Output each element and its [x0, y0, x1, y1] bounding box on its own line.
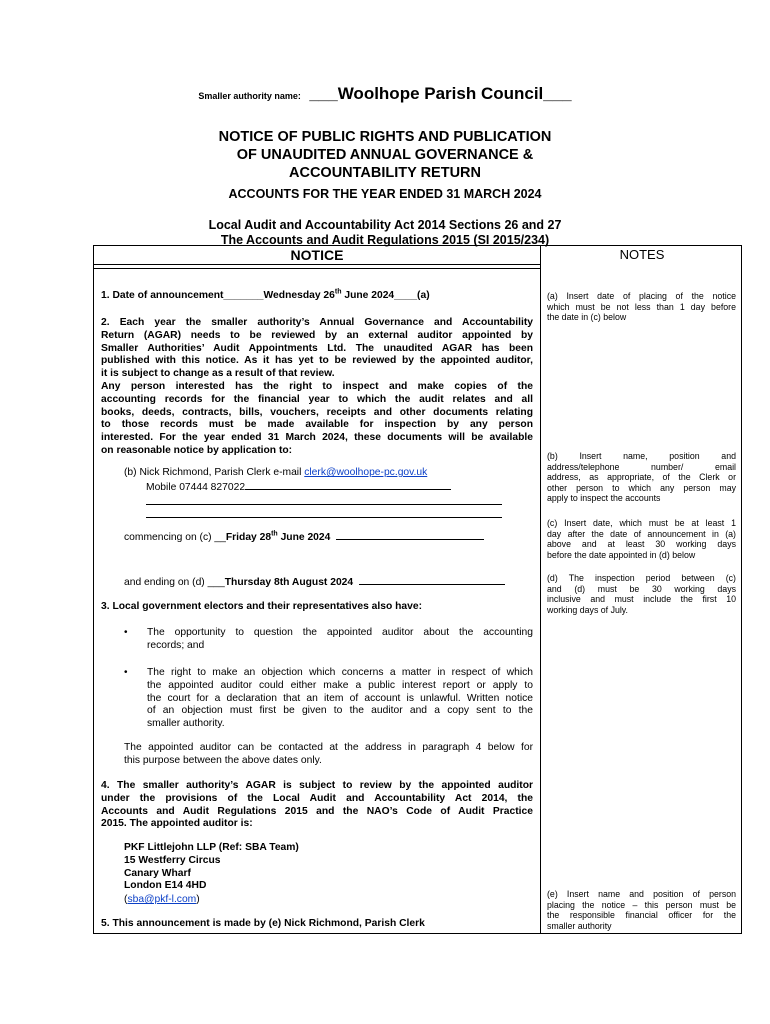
- commencing-sup: th: [271, 530, 278, 538]
- bullet-2: •: [124, 667, 128, 678]
- note-a-line: (a) Insert date of placing of the notice: [547, 291, 736, 301]
- item-2-line: to those records must be made available for inspection by any person: [101, 419, 533, 431]
- title-line-3: ACCOUNTABILITY RETURN: [289, 165, 481, 181]
- note-e: [547, 889, 736, 931]
- item-4-line: under the provisions of the Local Audit and Accountability Act 2014, the: [101, 792, 533, 804]
- note-e-line: smaller authority: [547, 920, 612, 931]
- commencing-date-b: June 2024: [277, 532, 331, 543]
- note-d-line: working days of July.: [547, 604, 628, 615]
- contact-email-link[interactable]: clerk@woolhope-pc.gov.uk: [304, 467, 428, 478]
- auditor-address-line: 15 Westferry Circus: [124, 854, 221, 866]
- column-divider: [540, 246, 541, 933]
- note-c: [547, 518, 736, 560]
- item-2-line: on reasonable notice by application to:: [101, 444, 293, 456]
- ending-blank-line: [359, 575, 505, 585]
- note-c-line: (c) Insert date, which must be at least 1: [547, 518, 736, 528]
- authority-name: ___Woolhope Parish Council___: [309, 84, 572, 103]
- contact-mobile: Mobile 07444 827022: [146, 482, 246, 493]
- auditor-contact-line: this purpose between the above dates only.: [124, 754, 322, 766]
- bullet-1-line: records; and: [147, 639, 205, 651]
- contact-line: [124, 467, 544, 480]
- blank-line: [146, 504, 502, 505]
- note-b-line: other person to which any person may: [547, 482, 736, 493]
- note-d-line: (d) The inspection period between (c): [547, 573, 736, 583]
- auditor-contact-paragraph: [124, 742, 533, 768]
- bullet-2-line: of an objection must first be given to the auditor and a copy sent to the: [147, 705, 533, 717]
- commencing-date-a: Friday 28: [225, 532, 272, 543]
- note-a-line: the date in (c) below: [547, 312, 627, 323]
- note-b-line: (b) Insert name, position and: [547, 451, 736, 461]
- note-e-line: placing the notice – this person must be: [547, 899, 736, 910]
- auditor-email-link[interactable]: sba@pkf-l.com: [127, 894, 197, 905]
- notes-heading: NOTES: [619, 247, 665, 262]
- item-4-line: Accounts and Audit Regulations 2015 and the NAO’s Code of Audit Practice: [101, 805, 533, 817]
- bullet-2-text: [147, 667, 533, 731]
- accounts-year: ACCOUNTS FOR THE YEAR ENDED 31 MARCH 2024: [228, 187, 542, 201]
- contact-mobile-line: [146, 480, 451, 495]
- auditor-contact-line: The appointed auditor can be contacted at the address in paragraph 4 below for: [124, 742, 533, 753]
- bullet-2-line: smaller authority.: [147, 718, 225, 730]
- note-e-line: (e) Insert name and position of person: [547, 889, 736, 899]
- auditor-address-line: PKF Littlejohn LLP (Ref: SBA Team): [124, 842, 299, 853]
- commencing-line: [124, 530, 484, 545]
- note-b-line: address/telephone number/ email: [547, 461, 736, 472]
- bullet-2-line: the court for a declaration that an item of account is unlawful. Written notice: [147, 692, 533, 704]
- item-2-line: it is subject to change as a result of that review.: [101, 368, 335, 380]
- auditor-address-line: London E14 4HD: [124, 880, 207, 892]
- item-2-line: Return (AGAR) needs to be reviewed by an external auditor appointed by: [101, 329, 533, 341]
- auditor-address-line: Canary Wharf: [124, 867, 191, 879]
- notice-header-rule: [94, 268, 540, 269]
- title-line-2: OF UNAUDITED ANNUAL GOVERNANCE &: [236, 147, 534, 163]
- legislation-line-1: Local Audit and Accountability Act 2014 Sections 26 and 27: [208, 218, 562, 232]
- announcement-prefix: 1. Date of announcement_______Wednesday 26: [101, 290, 335, 301]
- bullet-2-line: the appointed auditor could either make a public interest report or apply to: [147, 679, 533, 691]
- ending-prefix: and ending on (d) ___: [124, 577, 225, 588]
- item-5: 5. This announcement is made by (e) Nick Richmond, Parish Clerk: [101, 918, 425, 929]
- auditor-address: [124, 842, 299, 893]
- item-2-line: books, deeds, contracts, bills, vouchers, receipts and other documents relating: [101, 406, 533, 418]
- item-2-line: Smaller Authorities’ Audit Appointments Ltd. The unaudited AGAR has been: [101, 342, 533, 354]
- note-c-line: above and at least 30 working days: [547, 539, 736, 550]
- bullet-2-line: The right to make an objection which concerns a matter in respect of which: [147, 667, 533, 678]
- note-d-line: inclusive and must include the first 10: [547, 594, 736, 605]
- commencing-prefix: commencing on (c) __: [124, 532, 226, 543]
- authority-label: Smaller authority name:: [198, 91, 301, 101]
- notice-heading: NOTICE: [290, 247, 344, 263]
- item-2-paragraph: [101, 317, 533, 458]
- item-2-line: accounting records for the financial year to which the audit relates and all: [101, 393, 533, 405]
- item-3-heading: 3. Local government electors and their representatives also have:: [101, 601, 423, 612]
- note-e-line: the responsible financial officer for the: [547, 910, 736, 921]
- item-4-paragraph: [101, 780, 533, 831]
- blank-line: [146, 517, 502, 518]
- mobile-blank-line: [245, 480, 451, 490]
- item-2-line: Any person interested has the right to inspect and make copies of the: [101, 380, 533, 392]
- announcement-suffix: June 2024____(a): [341, 290, 430, 301]
- authority-name-row: [0, 84, 770, 104]
- ending-date: Thursday 8th August 2024: [224, 577, 354, 588]
- bullet-1-line: The opportunity to question the appointed auditor about the accounting: [147, 627, 533, 638]
- note-c-line: day after the date of announcement in (a): [547, 528, 736, 539]
- note-b-line: address, as appropriate, of the Clerk or: [547, 472, 736, 483]
- auditor-email-line: (sba@pkf-l.com): [124, 894, 200, 905]
- date-of-announcement: [101, 290, 541, 303]
- note-d-line: and (d) must be 30 working days: [547, 583, 736, 594]
- notice-subrule: [94, 264, 540, 265]
- announcement-sup: th: [334, 288, 342, 296]
- contact-prefix: (b) Nick Richmond, Parish Clerk e-mail: [124, 467, 305, 478]
- item-4-line: 4. The smaller authority’s AGAR is subject to review by the appointed auditor: [101, 780, 533, 791]
- note-c-line: before the date appointed in (d) below: [547, 549, 696, 560]
- item-2-line: interested. For the year ended 31 March 2024, these documents will be available: [101, 432, 533, 444]
- note-b: [547, 451, 736, 504]
- note-a-line: which must be not less than 1 day before: [547, 301, 736, 312]
- bullet-1: •: [124, 627, 128, 638]
- item-4-line: 2015. The appointed auditor is:: [101, 818, 253, 830]
- bullet-1-text: [147, 627, 533, 653]
- ending-line: [124, 575, 505, 590]
- item-2-line: published with this notice. As it has yet to be reviewed by the appointed auditor,: [101, 355, 533, 367]
- commencing-blank-line: [336, 530, 484, 540]
- legislation-line-2: The Accounts and Audit Regulations 2015 (SI 2015/234): [220, 233, 550, 247]
- title-line-1: NOTICE OF PUBLIC RIGHTS AND PUBLICATION: [218, 129, 552, 145]
- item-2-line: 2. Each year the smaller authority’s Annual Governance and Accountability: [101, 317, 533, 328]
- note-d: [547, 573, 736, 615]
- note-b-line: apply to inspect the accounts: [547, 493, 661, 504]
- note-a: [547, 291, 736, 323]
